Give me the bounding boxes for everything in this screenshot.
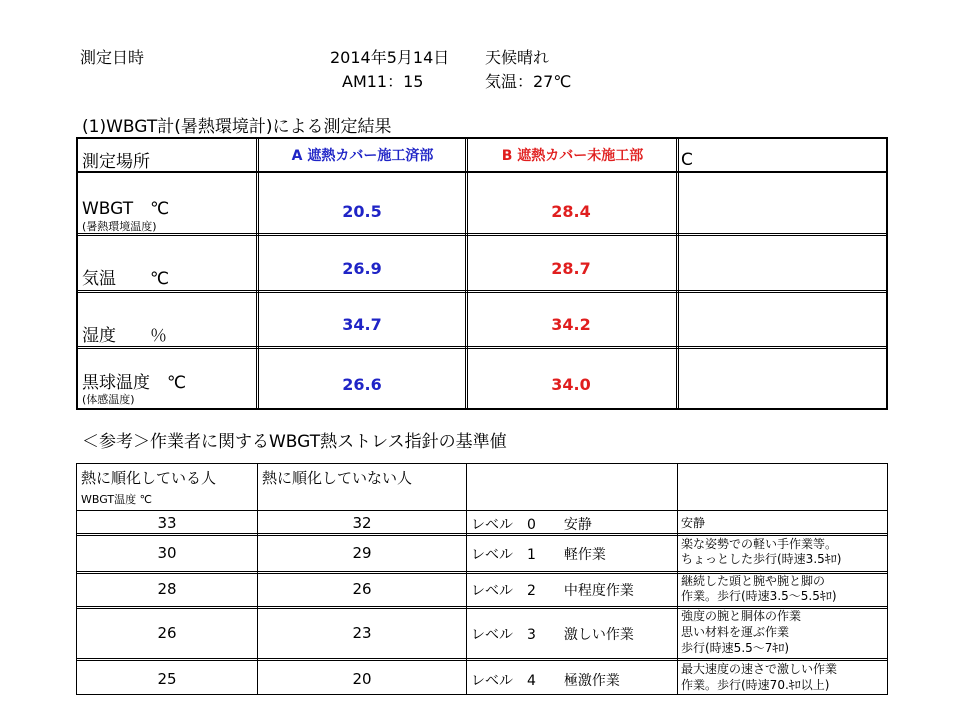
desc-3-line-2: 歩行(時速5.5～7ｷﾛ) — [681, 641, 790, 655]
value-a-humidity: 34.7 — [342, 315, 382, 334]
value-b-globe-temp: 34.0 — [551, 375, 591, 394]
measure-time: AM11：15 — [342, 72, 424, 91]
column-header-a: A 遮熱カバー施工済部 — [291, 148, 434, 164]
reference-table — [76, 463, 888, 695]
level-4: レベル 4 極激作業 — [471, 673, 620, 689]
not-acclimated-value-1: 29 — [352, 544, 372, 562]
measurement-table — [76, 137, 888, 410]
header-acclimated-unit: WBGT温度 ℃ — [81, 493, 152, 506]
level-1: レベル 1 軽作業 — [471, 547, 606, 563]
section2-title: ＜参考＞作業者に関するWBGT熱ストレス指針の基準値 — [82, 432, 507, 452]
value-b-wbgt: 28.4 — [551, 202, 591, 221]
column-header-place: 測定場所 — [82, 152, 150, 172]
level-3: レベル 3 激しい作業 — [471, 627, 634, 643]
row-label-wbgt: WBGT ℃ — [82, 199, 170, 219]
date-label: 測定日時 — [80, 48, 145, 67]
header-not-acclimated: 熱に順化していない人 — [262, 469, 413, 487]
not-acclimated-value-2: 26 — [352, 580, 372, 598]
value-b-humidity: 34.2 — [551, 315, 591, 334]
not-acclimated-value-3: 23 — [352, 624, 372, 642]
desc-2-line-1: 作業。歩行(時速3.5～5.5ｷﾛ) — [681, 589, 837, 603]
not-acclimated-value-4: 20 — [352, 670, 372, 688]
acclimated-value-1: 30 — [157, 544, 177, 562]
row-label-humidity: 湿度 ％ — [82, 326, 167, 346]
section1-title: (1)WBGT計(暑熱環境計)による測定結果 — [82, 117, 392, 137]
acclimated-value-4: 25 — [157, 670, 177, 688]
column-header-c: C — [681, 150, 693, 170]
weather: 天候晴れ — [485, 48, 550, 67]
acclimated-value-0: 33 — [157, 514, 177, 532]
desc-3-line-0: 強度の腕と胴体の作業 — [681, 609, 802, 623]
row-sublabel-globe-temp: (体感温度) — [82, 393, 135, 406]
measure-date: 2014年5月14日 — [330, 48, 450, 67]
air-temperature: 気温：27℃ — [485, 72, 572, 91]
acclimated-value-2: 28 — [157, 580, 177, 598]
header-acclimated: 熱に順化している人 — [81, 469, 217, 487]
desc-4-line-1: 作業。歩行(時速70.ｷﾛ以上) — [681, 678, 830, 692]
value-a-air-temp: 26.9 — [342, 259, 382, 278]
row-label-globe-temp: 黒球温度 ℃ — [82, 373, 187, 393]
desc-1-line-0: 楽な姿勢での軽い手作業等。 — [681, 537, 838, 551]
desc-1-line-1: ちょっとした歩行(時速3.5ｷﾛ) — [681, 552, 842, 566]
value-a-wbgt: 20.5 — [342, 202, 382, 221]
row-sublabel-wbgt: (暑熱環境温度) — [82, 220, 157, 233]
desc-3-line-1: 思い材料を運ぶ作業 — [681, 625, 790, 639]
level-2: レベル 2 中程度作業 — [471, 583, 634, 599]
level-0: レベル 0 安静 — [471, 517, 592, 533]
not-acclimated-value-0: 32 — [352, 514, 372, 532]
row-label-air-temp: 気温 ℃ — [82, 269, 170, 289]
value-a-globe-temp: 26.6 — [342, 375, 382, 394]
desc-4-line-0: 最大速度の速さで激しい作業 — [681, 662, 838, 676]
value-b-air-temp: 28.7 — [551, 259, 591, 278]
acclimated-value-3: 26 — [157, 624, 177, 642]
column-header-b: B 遮熱カバー未施工部 — [501, 148, 644, 164]
desc-2-line-0: 継続した頭と腕や腕と脚の — [681, 574, 826, 588]
desc-0-line-0: 安静 — [681, 516, 706, 530]
